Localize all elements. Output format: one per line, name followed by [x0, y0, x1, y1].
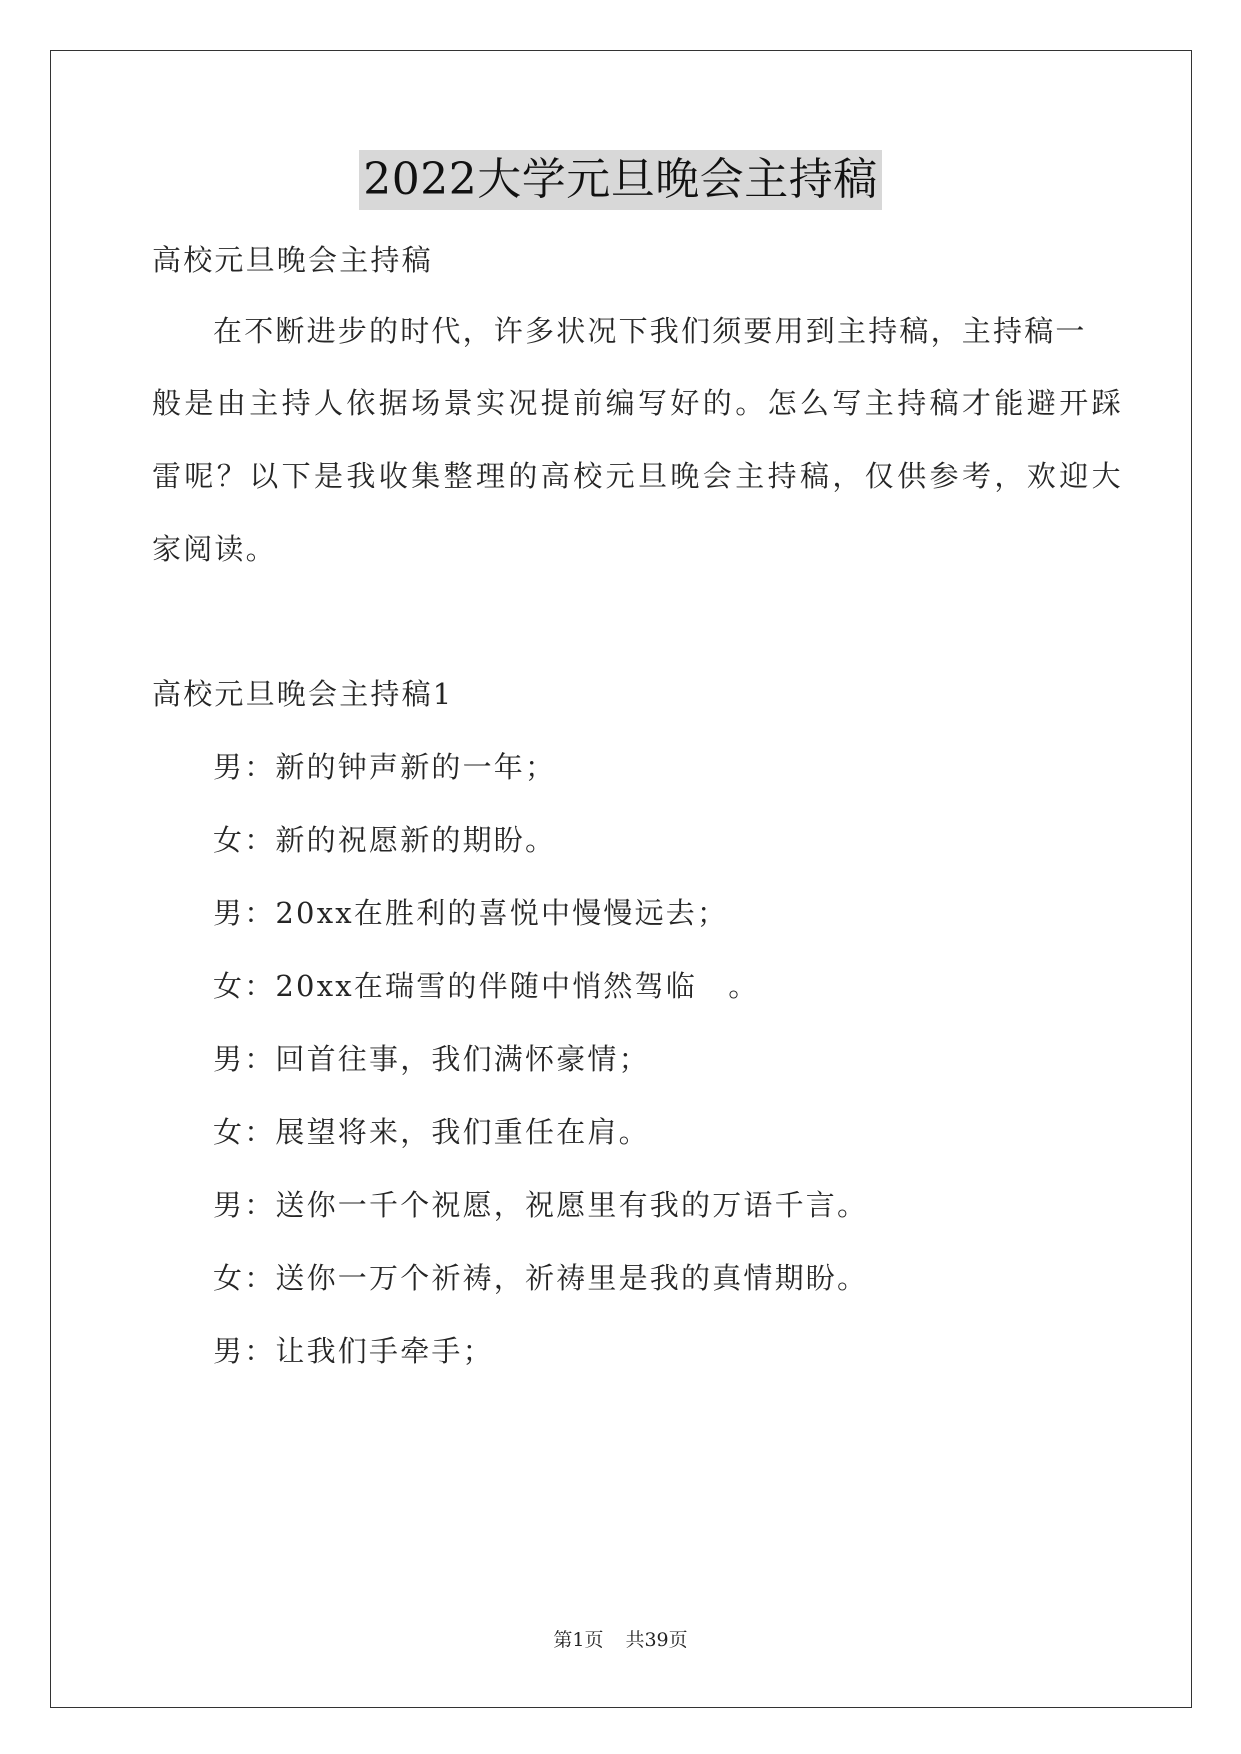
intro-line-4: 家阅读。: [152, 532, 277, 566]
dialogue-line-9: 男：让我们手牵手；: [213, 1334, 494, 1368]
dialogue-line-2: 女：新的祝愿新的期盼。: [213, 823, 557, 857]
dialogue-line-1: 男：新的钟声新的一年；: [213, 750, 557, 784]
document-subtitle: 高校元旦晚会主持稿: [152, 243, 433, 277]
dialogue-line-8: 女：送你一万个祈祷，祈祷里是我的真情期盼。: [213, 1261, 869, 1295]
page-footer: [0, 1628, 1241, 1652]
dialogue-line-6: 女：展望将来，我们重任在肩。: [213, 1115, 650, 1149]
intro-line-3: 雷呢？以下是我收集整理的高校元旦晚会主持稿，仅供参考，欢迎大: [152, 459, 1125, 493]
section-heading: 高校元旦晚会主持稿1: [152, 677, 454, 711]
title-container: [0, 150, 1241, 210]
dialogue-line-7: 男：送你一千个祝愿，祝愿里有我的万语千言。: [213, 1188, 869, 1222]
intro-line-2: 般是由主持人依据场景实况提前编写好的。怎么写主持稿才能避开踩: [152, 386, 1125, 420]
intro-line-1: 在不断进步的时代，许多状况下我们须要用到主持稿，主持稿一: [213, 314, 1087, 348]
page-total: 共39页: [625, 1629, 688, 1651]
dialogue-line-3: 男：20xx在胜利的喜悦中慢慢远去；: [213, 896, 729, 930]
page-border: [50, 50, 1192, 1708]
dialogue-line-4: 女：20xx在瑞雪的伴随中悄然驾临 。: [213, 969, 760, 1003]
page-number: 第1页: [553, 1629, 604, 1651]
document-title: 2022大学元旦晚会主持稿: [359, 150, 881, 210]
dialogue-line-5: 男：回首往事，我们满怀豪情；: [213, 1042, 650, 1076]
